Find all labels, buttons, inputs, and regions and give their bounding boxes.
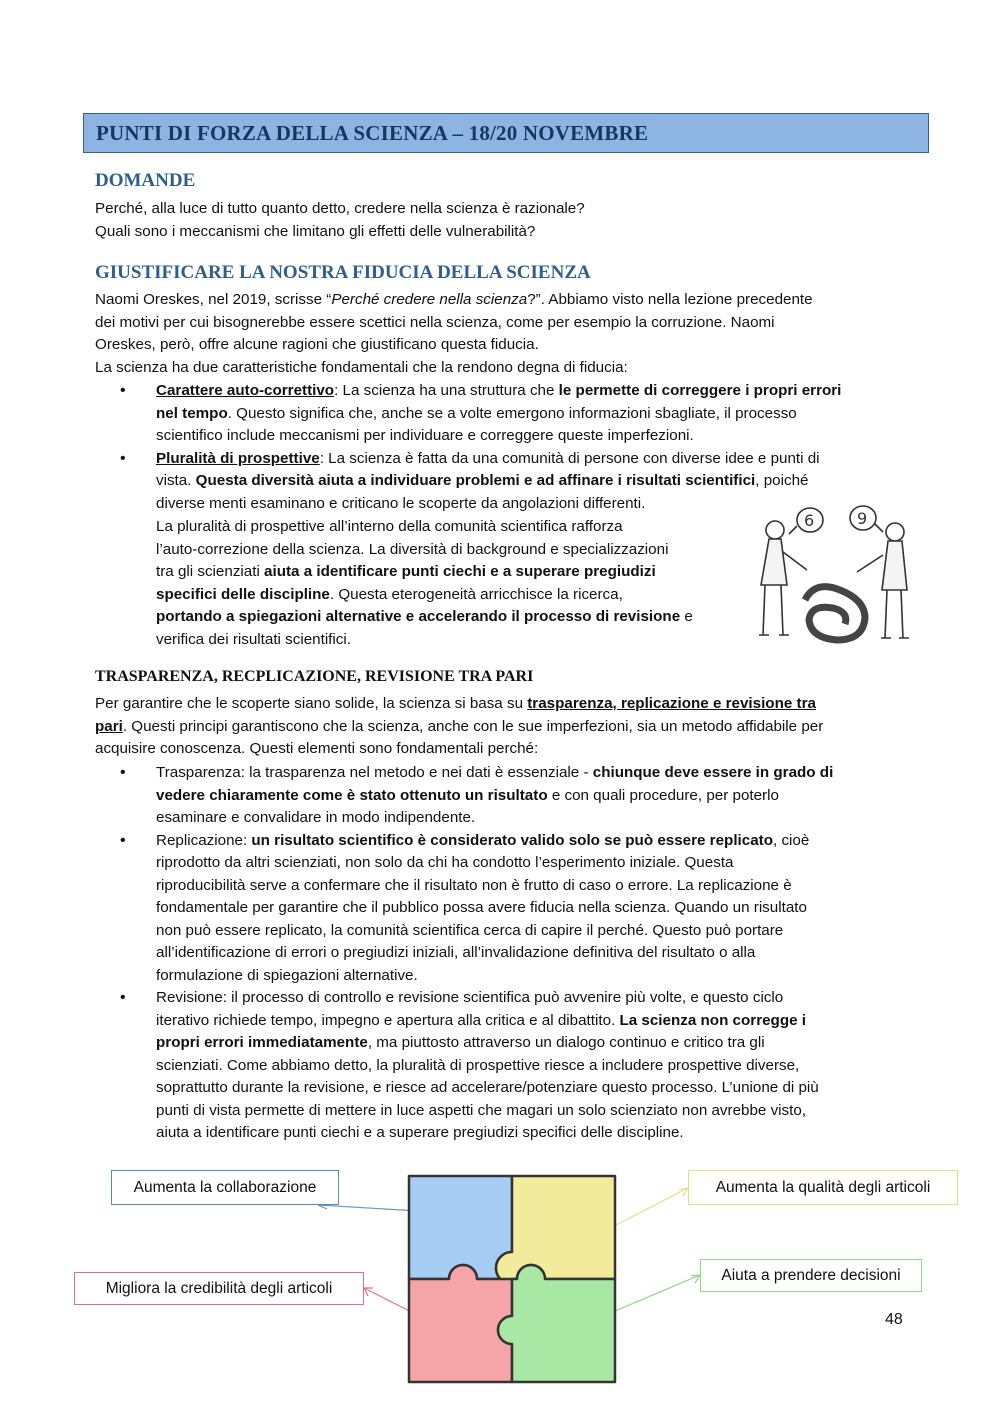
heading-trasparenza: TRASPARENZA, RECPLICAZIONE, REVISIONE TRA PARI	[95, 668, 534, 685]
trasparenza-bullets	[120, 762, 910, 1145]
title-banner	[83, 113, 929, 153]
question-2: Quali sono i meccanismi che limitano gli effetti delle vulnerabilità?	[95, 222, 536, 240]
term-auto-correttivo: Carattere auto-correttivo	[156, 382, 335, 399]
heading-fiducia: GIUSTIFICARE LA NOSTRA FIDUCIA DELLA SCIENZA	[95, 262, 591, 283]
fiducia-bullets	[120, 380, 910, 515]
page-number: 48	[885, 1311, 903, 1328]
puzzle-piece-red	[409, 1265, 512, 1382]
bullet-revisione: • Revisione: il processo di controllo e revisione scientifica può avvenire più volte, e questo ciclo iterativo richiede tempo, impegno e apertura alla critica e al dibattito. La scienza non corregge i propri errori immediatamente, ma piuttosto attraverso un dialogo continuo e critico tra gli scienziati. Come abbiamo detto, la pluralità di prospettive riesce a includere prospettive diverse, soprattutto durante la revisione, e riesce ad accelerare/potenziare questo processo. L’unione di più punti di vista permette di mettere in luce aspetti che magari un solo scienziato non avrebbe visto, aiuta a identificare punti ciechi e a superare pregiudizi specifici delle discipline.	[120, 987, 910, 1145]
svg-text:9: 9	[857, 509, 868, 528]
pluralita-continued: La pluralità di prospettive all’interno della comunità scientifica rafforza l’auto-correzione della scienza. La diversità di background e specializzazioni tra gli scienziati aiuta a identificare punti ciechi e a superare pregiudizi specifici delle discipline. Questa eterogeneità arricchisce la ricerca, portando a spiegazioni alternative e accelerando il processo di revisione e verifica dei risultati scientifici.	[156, 518, 693, 648]
label-collaborazione: Aumenta la collaborazione	[111, 1170, 339, 1205]
bullet-trasparenza: • Trasparenza: la trasparenza nel metodo e nei dati è essenziale - chiunque deve essere in grado di vedere chiaramente come è stato ottenuto un risultato e con quali procedure, per poterlo esaminare e convalidare in modo indipendente.	[120, 762, 910, 830]
heading-domande: DOMANDE	[95, 170, 196, 191]
svg-text:6: 6	[804, 511, 815, 530]
trasparenza-intro: Per garantire che le scoperte siano solide, la scienza si basa su trasparenza, replicazione e revisione tra pari. Questi principi garantiscono che la scienza, anche con le sue imperfezioni, sia un metodo affidabile per acquisire conoscenza. Questi elementi sono fondamentali perché:	[95, 695, 824, 757]
page-title: PUNTI DI FORZA DELLA SCIENZA – 18/20 NOVEMBRE	[96, 120, 649, 145]
puzzle-piece-green	[498, 1265, 615, 1382]
puzzle-diagram	[405, 1172, 619, 1386]
label-qualita: Aumenta la qualità degli articoli	[688, 1170, 958, 1205]
perspective-cartoon-illustration	[745, 500, 915, 650]
label-credibilita: Migliora la credibilità degli articoli	[74, 1272, 364, 1305]
puzzle-piece-yellow	[496, 1176, 615, 1284]
term-pluralita: Pluralità di prospettive	[156, 449, 320, 467]
book-title: Perché credere nella scienza	[331, 291, 528, 308]
fiducia-intro: Naomi Oreskes, nel 2019, scrisse “Perché credere nella scienza?”. Abbiamo visto nella lezione precedente dei motivi per cui bisognerebbe essere scettici nella scienza, come per esempio la corruzione. Naomi Oreskes, però, offre alcune ragioni che giustificano questa fiducia. La scienza ha due caratteristiche fondamentali che la rendono degna di fiducia:	[95, 291, 813, 376]
question-1: Perché, alla luce di tutto quanto detto, credere nella scienza è razionale?	[95, 200, 585, 217]
bullet-pluralita: • Pluralità di prospettive: La scienza è fatta da una comunità di persone con diverse idee e punti di vista. Questa diversità aiuta a individuare problemi e ad affinare i risultati scientifici, poiché diverse menti esaminano e criticano le scoperte da angolazioni differenti.	[120, 448, 910, 516]
domande-text	[95, 198, 910, 243]
bullet-replicazione: • Replicazione: un risultato scientifico è considerato valido solo se può essere replicato, cioè riprodotto da altri scienziati, non solo da chi ha condotto l’esperimento iniziale. Questa riproducibilità serve a confermare che il risultato non è frutto di caso o errore. La replicazione è fondamentale per garantire che il pubblico possa avere fiducia nella scienza. Quando un risultato non può essere replicato, la comunità scientifica cerca di capire il perché. Questo può portare all’identificazione di errori o pregiudizi iniziali, all’invalidazione definitiva del risultato o alla formulazione di spiegazioni alternative.	[120, 830, 910, 988]
bullet-auto-correttivo: • Carattere auto-correttivo: La scienza ha una struttura che le permette di correggere i propri errori nel tempo. Questo significa che, anche se a volte emergono informazioni sbagliate, il processo scientifico include meccanismi per individuare e correggere queste imperfezioni.	[120, 380, 910, 448]
label-decisioni: Aiuta a prendere decisioni	[700, 1259, 922, 1292]
